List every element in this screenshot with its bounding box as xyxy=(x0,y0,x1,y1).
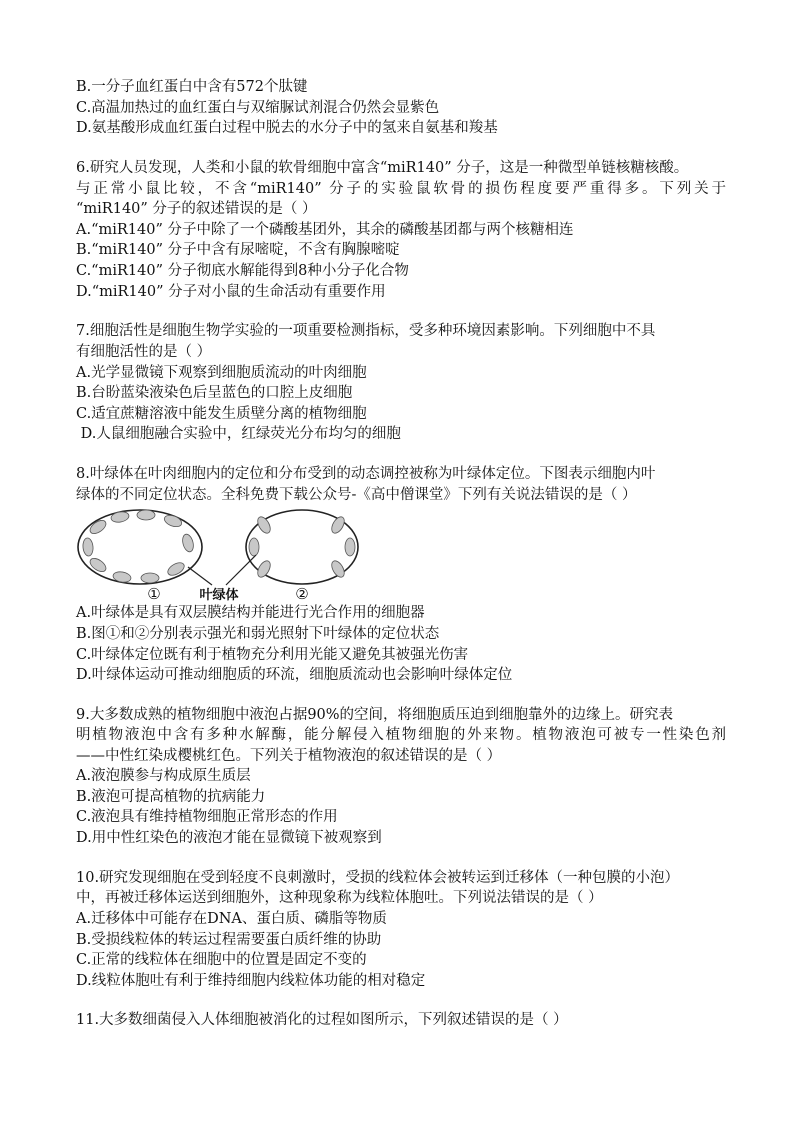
pointer-line-right xyxy=(226,555,256,585)
figure-label-2: ② xyxy=(295,585,309,603)
q9-stem-line-2: 明植物液泡中含有多种水解酶，能分解侵入植物细胞的外来物。植物液泡可被专一性染色剂 xyxy=(76,727,726,743)
q10-option-c: C.正常的线粒体在细胞中的位置是固定不变的 xyxy=(76,952,367,968)
cell-1-outline xyxy=(78,510,202,584)
q6-stem-line-3: “miR140” 分子的叙述错误的是（ ） xyxy=(76,201,317,217)
q8-stem-line-2: 绿体的不同定位状态。全科免费下载公众号-《高中僧课堂》下列有关说法错误的是（ ） xyxy=(76,487,637,503)
q6-stem-line-1: 6.研究人员发现，人类和小鼠的软骨细胞中富含“miR140” 分子，这是一种微型单链核糖核酸。 xyxy=(76,160,689,176)
q6-option-a: A.“miR140” 分子中除了一个磷酸基团外，其余的磷酸基团都与两个核糖相连 xyxy=(76,222,574,238)
q11-stem-line-1: 11.大多数细菌侵入人体细胞被消化的过程如图所示，下列叙述错误的是（ ） xyxy=(76,1012,568,1028)
q8-option-a: A.叶绿体是具有双层膜结构并能进行光合作用的细胞器 xyxy=(76,605,425,621)
q7-option-d: D.人鼠细胞融合实验中，红绿荧光分布均匀的细胞 xyxy=(76,426,401,442)
q7-option-b: B.台盼蓝染液染色后呈蓝色的口腔上皮细胞 xyxy=(76,385,353,401)
q9-option-c: C.液泡具有维持植物细胞正常形态的作用 xyxy=(76,809,338,825)
chloroplast xyxy=(141,573,159,583)
chloroplast xyxy=(137,510,155,520)
q6-option-c: C.“miR140” 分子彻底水解能得到8种小分子化合物 xyxy=(76,263,409,279)
q7-stem-line-1: 7.细胞活性是细胞生物学实验的一项重要检测指标，受多种环境因素影响。下列细胞中不具 xyxy=(76,323,656,339)
q9-option-d: D.用中性红染色的液泡才能在显微镜下被观察到 xyxy=(76,830,382,846)
q10-stem-line-1: 10.研究发现细胞在受到轻度不良刺激时，受损的线粒体会被转运到迁移体（一种包膜的小泡） xyxy=(76,870,680,886)
q9-stem-line-3: ——中性红染成樱桃红色。下列关于植物液泡的叙述错误的是（ ） xyxy=(76,748,502,764)
chloroplast xyxy=(345,538,355,556)
q9-stem-line-1: 9.大多数成熟的植物细胞中液泡占据90%的空间，将细胞质压迫到细胞靠外的边缘上。研究表 xyxy=(76,707,674,723)
q6-option-d: D.“miR140” 分子对小鼠的生命活动有重要作用 xyxy=(76,284,386,300)
q8-option-c: C.叶绿体定位既有利于植物充分利用光能又避免其被强光伤害 xyxy=(76,647,469,663)
q6-stem-line-2: 与正常小鼠比较，不含“miR140” 分子的实验鼠软骨的损伤程度要严重得多。下列关于 xyxy=(76,181,726,197)
figure-label-chloroplast: 叶绿体 xyxy=(199,588,239,603)
q5-option-b: B.一分子血红蛋白中含有572个肽键 xyxy=(76,79,308,95)
chloroplast-position-figure xyxy=(76,505,366,605)
q8-stem-line-1: 8.叶绿体在叶肉细胞内的定位和分布受到的动态调控被称为叶绿体定位。下图表示细胞内叶 xyxy=(76,466,656,482)
q8-option-b: B.图①和②分别表示强光和弱光照射下叶绿体的定位状态 xyxy=(76,626,440,642)
q8-option-d: D.叶绿体运动可推动细胞质的环流，细胞质流动也会影响叶绿体定位 xyxy=(76,667,513,683)
q5-option-c: C.高温加热过的血红蛋白与双缩脲试剂混合仍然会显紫色 xyxy=(76,100,440,116)
q9-option-b: B.液泡可提高植物的抗病能力 xyxy=(76,789,266,805)
q6-option-b: B.“miR140” 分子中含有尿嘧啶，不含有胸腺嘧啶 xyxy=(76,242,400,258)
q10-option-d: D.线粒体胞吐有利于维持细胞内线粒体功能的相对稳定 xyxy=(76,973,426,989)
q7-stem-line-2: 有细胞活性的是（ ） xyxy=(76,344,212,360)
pointer-line-left xyxy=(188,567,212,585)
q10-stem-line-2: 中，再被迁移体运送到细胞外，这种现象称为线粒体胞吐。下列说法错误的是（ ） xyxy=(76,890,603,906)
q10-option-a: A.迁移体中可能存在DNA、蛋白质、磷脂等物质 xyxy=(76,911,387,927)
q7-option-a: A.光学显微镜下观察到细胞质流动的叶肉细胞 xyxy=(76,365,367,381)
q9-option-a: A.液泡膜参与构成原生质层 xyxy=(76,768,251,784)
chloroplast xyxy=(249,538,259,556)
q10-option-b: B.受损线粒体的转运过程需要蛋白质纤维的协助 xyxy=(76,932,382,948)
figure-label-1: ① xyxy=(147,585,161,603)
q7-option-c: C.适宜蔗糖溶液中能发生质壁分离的植物细胞 xyxy=(76,406,367,422)
q5-option-d: D.氨基酸形成血红蛋白过程中脱去的水分子中的氢来自氨基和羧基 xyxy=(76,120,498,136)
